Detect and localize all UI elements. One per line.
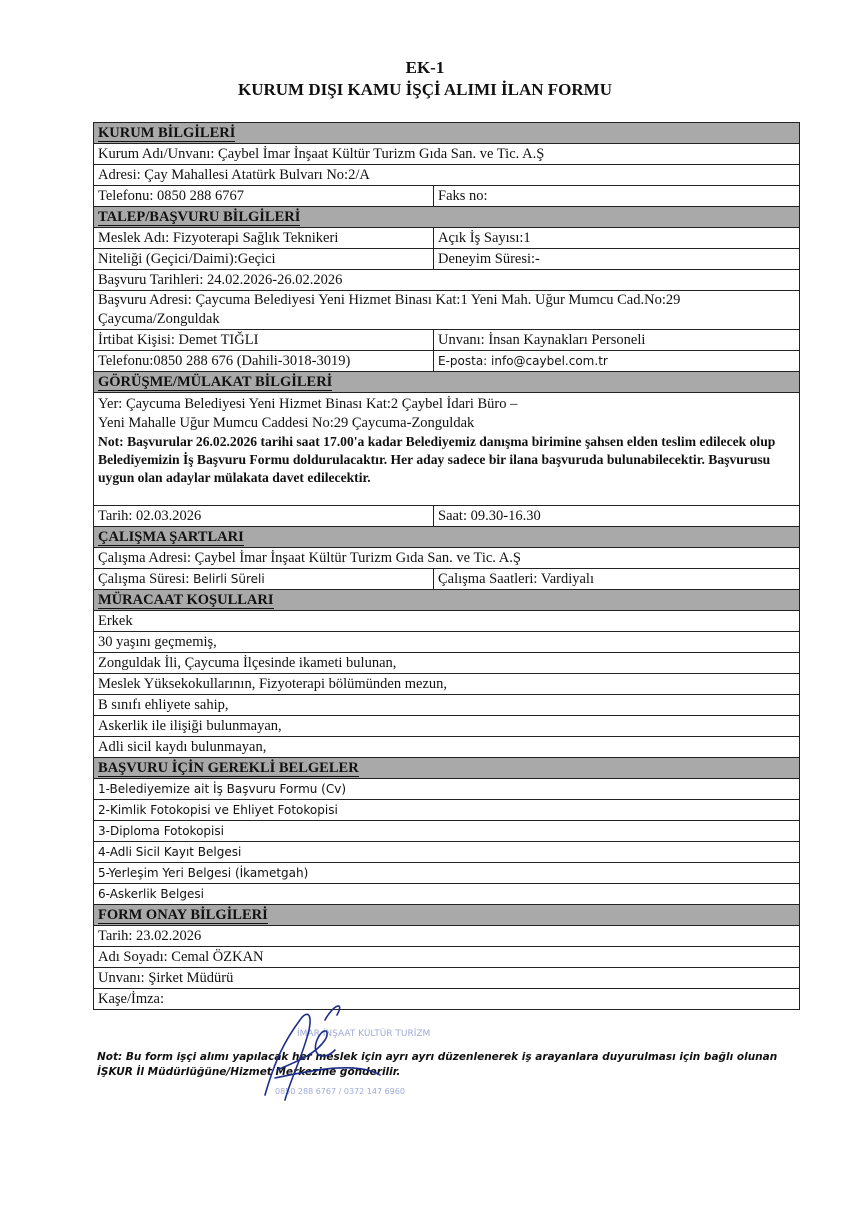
document-item: 4-Adli Sicil Kayıt Belgesi (94, 842, 800, 863)
section-title: MÜRACAAT KOŞULLARI (98, 591, 274, 608)
interview-details (94, 393, 800, 506)
condition-item: 30 yaşını geçmemiş, (94, 632, 800, 653)
work-hours: Çalışma Saatleri: Vardiyalı (434, 569, 800, 590)
interview-time: Saat: 09.30-16.30 (434, 506, 800, 527)
document-item: 2-Kimlik Fotokopisi ve Ehliyet Fotokopisi (94, 800, 800, 821)
section-title: ÇALIŞMA ŞARTLARI (98, 528, 244, 545)
approver-title: Unvanı: Şirket Müdürü (94, 968, 800, 989)
form-footnote: Not: Bu form işçi alımı yapılacak her meslek için ayrı ayrı düzenlenerek iş arayanlara duyurulması için bağlı olunan İŞKUR İl Müdürlüğüne/Hizmet Merkezine gönderilir. (97, 1051, 778, 1078)
section-kurum-header (94, 123, 800, 144)
contact-title: Unvanı: İnsan Kaynakları Personeli (434, 330, 800, 351)
document-item: 1-Belediyemize ait İş Başvuru Formu (Cv) (94, 779, 800, 800)
approver-name: Adı Soyadı: Cemal ÖZKAN (94, 947, 800, 968)
institution-name: Kurum Adı/Unvanı: Çaybel İmar İnşaat Kültür Turizm Gıda San. ve Tic. A.Ş (94, 144, 800, 165)
interview-place-line2: Yeni Mahalle Uğur Mumcu Caddesi No:29 Çaycuma-Zonguldak (98, 415, 475, 431)
institution-address: Adresi: Çay Mahallesi Atatürk Bulvarı No:2/A (94, 165, 800, 186)
condition-item: Adli sicil kaydı bulunmayan, (94, 737, 800, 758)
document-item: 6-Askerlik Belgesi (94, 884, 800, 905)
contact-person: İrtibat Kişisi: Demet TIĞLI (94, 330, 434, 351)
approval-date: Tarih: 23.02.2026 (94, 926, 800, 947)
condition-item: B sınıfı ehliyete sahip, (94, 695, 800, 716)
section-title: KURUM BİLGİLERİ (98, 124, 236, 141)
section-title: GÖRÜŞME/MÜLAKAT BİLGİLERİ (98, 373, 333, 390)
contact-email: E-posta: info@caybel.com.tr (434, 351, 800, 372)
open-positions: Açık İş Sayısı:1 (434, 228, 800, 249)
condition-item: Zonguldak İli, Çaycuma İlçesinde ikameti bulunan, (94, 653, 800, 674)
work-duration (94, 569, 434, 590)
condition-item: Askerlik ile ilişiği bulunmayan, (94, 716, 800, 737)
employment-type: Niteliği (Geçici/Daimi):Geçici (94, 249, 434, 270)
interview-place-line1: Yer: Çaycuma Belediyesi Yeni Hizmet Binası Kat:2 Çaybel İdari Büro – (98, 396, 518, 412)
interview-date: Tarih: 02.03.2026 (94, 506, 434, 527)
condition-item: Erkek (94, 611, 800, 632)
institution-fax: Faks no: (434, 186, 800, 207)
form-annex-label: EK-1 (405, 58, 445, 77)
interview-note: Not: Başvurular 26.02.2026 tarihi saat 17.00'a kadar Belediyemiz danışma birimine şahsen elden teslim edilecek olup Belediyemizin İş Başvuru Formu doldurulacaktır. Her aday sadece bir ilana başvuruda bulunabilecektir. Başvurusu uygun olan adaylar mülakata davet edilecektir. (98, 434, 776, 485)
application-address: Başvuru Adresi: Çaycuma Belediyesi Yeni Hizmet Binası Kat:1 Yeni Mah. Uğur Mumcu Cad.No:29 Çaycuma/Zonguldak (94, 291, 800, 330)
work-address: Çalışma Adresi: Çaybel İmar İnşaat Kültür Turizm Gıda San. ve Tic. A.Ş (94, 548, 800, 569)
section-belgeler-header (94, 758, 800, 779)
section-muracaat-header (94, 590, 800, 611)
document-item: 5-Yerleşim Yeri Belgesi (İkametgah) (94, 863, 800, 884)
section-title: FORM ONAY BİLGİLERİ (98, 906, 268, 923)
condition-item: Meslek Yüksekokullarının, Fizyoterapi bölümünden mezun, (94, 674, 800, 695)
work-duration-label: Çalışma Süresi: (98, 570, 190, 587)
form-title: KURUM DIŞI KAMU İŞÇİ ALIMI İLAN FORMU (237, 80, 613, 99)
stamp-text-line1: İMAR İNŞAAT KÜLTÜR TURİZM (297, 1029, 431, 1039)
stamp-text-line2: 0850 288 6767 / 0372 147 6960 (275, 1087, 405, 1096)
experience-required: Deneyim Süresi:- (434, 249, 800, 270)
section-calisma-header (94, 527, 800, 548)
application-dates: Başvuru Tarihleri: 24.02.2026-26.02.2026 (94, 270, 800, 291)
stamp-signature-field: Kaşe/İmza: (94, 989, 800, 1010)
work-duration-value: Belirli Süreli (193, 571, 265, 586)
document-item: 3-Diploma Fotokopisi (94, 821, 800, 842)
section-gorusme-header (94, 372, 800, 393)
section-title: BAŞVURU İÇİN GEREKLİ BELGELER (98, 759, 359, 776)
institution-phone: Telefonu: 0850 288 6767 (94, 186, 434, 207)
section-talep-header (94, 207, 800, 228)
section-onay-header (94, 905, 800, 926)
job-name: Meslek Adı: Fizyoterapi Sağlık Teknikeri (94, 228, 434, 249)
job-posting-form (93, 122, 800, 1010)
contact-phone: Telefonu:0850 288 676 (Dahili-3018-3019) (94, 351, 434, 372)
section-title: TALEP/BAŞVURU BİLGİLERİ (98, 208, 301, 225)
